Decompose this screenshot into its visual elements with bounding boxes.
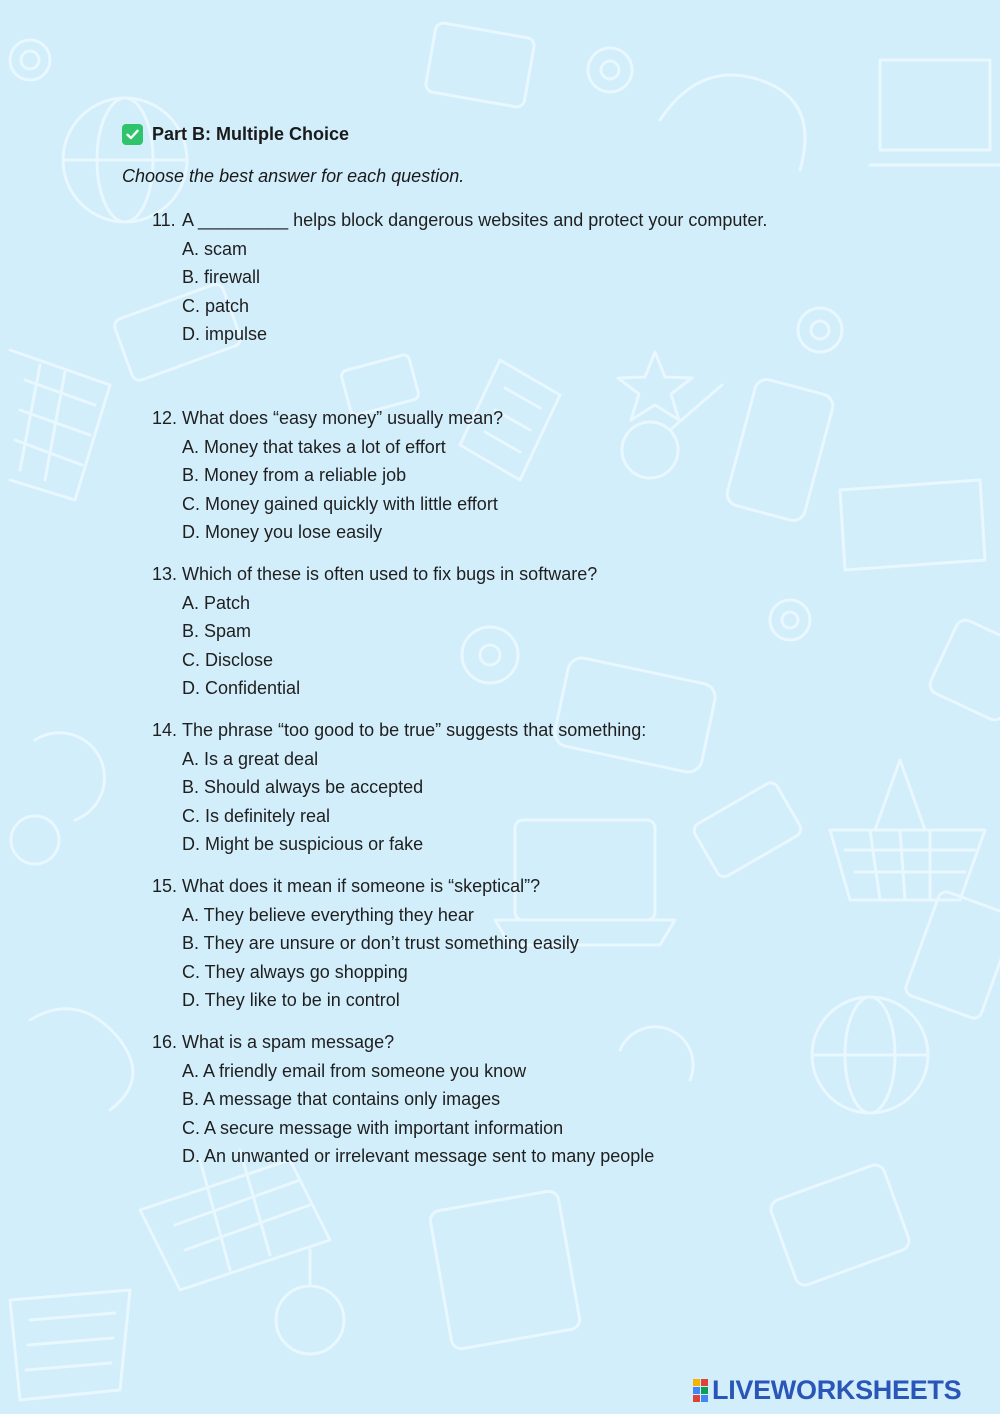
question-text: What does it mean if someone is “skeptical”? [182,876,541,896]
answer-option: B. Spam [182,621,252,641]
answer-option: A. A friendly email from someone you know [182,1060,527,1081]
liveworksheets-brand [693,1375,961,1406]
question-13 [152,560,597,703]
question-number: 14. [152,720,178,740]
question-12 [152,404,503,547]
question-number: 16. [152,1032,178,1052]
answer-option: A. They believe everything they hear [182,904,474,925]
question-number: 11. [152,210,176,230]
answer-option: C. Is definitely real [182,805,331,826]
question-number: 12. [152,408,178,428]
answer-option: C. Money gained quickly with little effort [182,493,498,514]
answer-option: B. Money from a reliable job [182,465,407,485]
section-heading [122,124,349,145]
answer-option: B. firewall [182,267,261,287]
answer-option: D. Confidential [182,678,301,698]
answer-option: A. scam [182,238,248,259]
answer-option: A. Money that takes a lot of effort [182,436,446,457]
question-text: Which of these is often used to fix bugs in software? [182,564,598,584]
answer-option: C. Disclose [182,649,274,670]
answer-option: B. A message that contains only images [182,1089,501,1109]
check-mark-icon [122,124,143,145]
answer-option: D. They like to be in control [182,990,400,1010]
answer-option: A. Patch [182,592,251,613]
question-text: A _________ helps block dangerous websites and protect your computer. [182,210,768,230]
answer-option: B. They are unsure or don’t trust something easily [182,933,579,953]
answer-option: C. A secure message with important information [182,1117,564,1138]
question-15 [152,872,579,1015]
answer-option: C. patch [182,295,250,316]
question-number: 15. [152,876,178,896]
instructions: Choose the best answer for each question. [122,166,465,186]
question-number: 13. [152,564,178,584]
question-16 [152,1028,654,1171]
answer-option: C. They always go shopping [182,961,408,982]
answer-option: D. impulse [182,324,268,344]
answer-option: D. Might be suspicious or fake [182,834,424,854]
question-text: What is a spam message? [182,1032,395,1052]
section-title: Part B: Multiple Choice [152,124,350,144]
answer-option: D. An unwanted or irrelevant message sent to many people [182,1146,655,1166]
question-11 [152,206,767,349]
answer-option: D. Money you lose easily [182,522,383,542]
answer-option: B. Should always be accepted [182,777,424,797]
question-14 [152,716,646,859]
question-text: What does “easy money” usually mean? [182,408,504,428]
brand-name: LIVEWORKSHEETS [712,1375,962,1405]
liveworksheets-logo-icon [693,1379,708,1402]
question-text: The phrase “too good to be true” suggests that something: [182,720,647,740]
answer-option: A. Is a great deal [182,748,319,769]
